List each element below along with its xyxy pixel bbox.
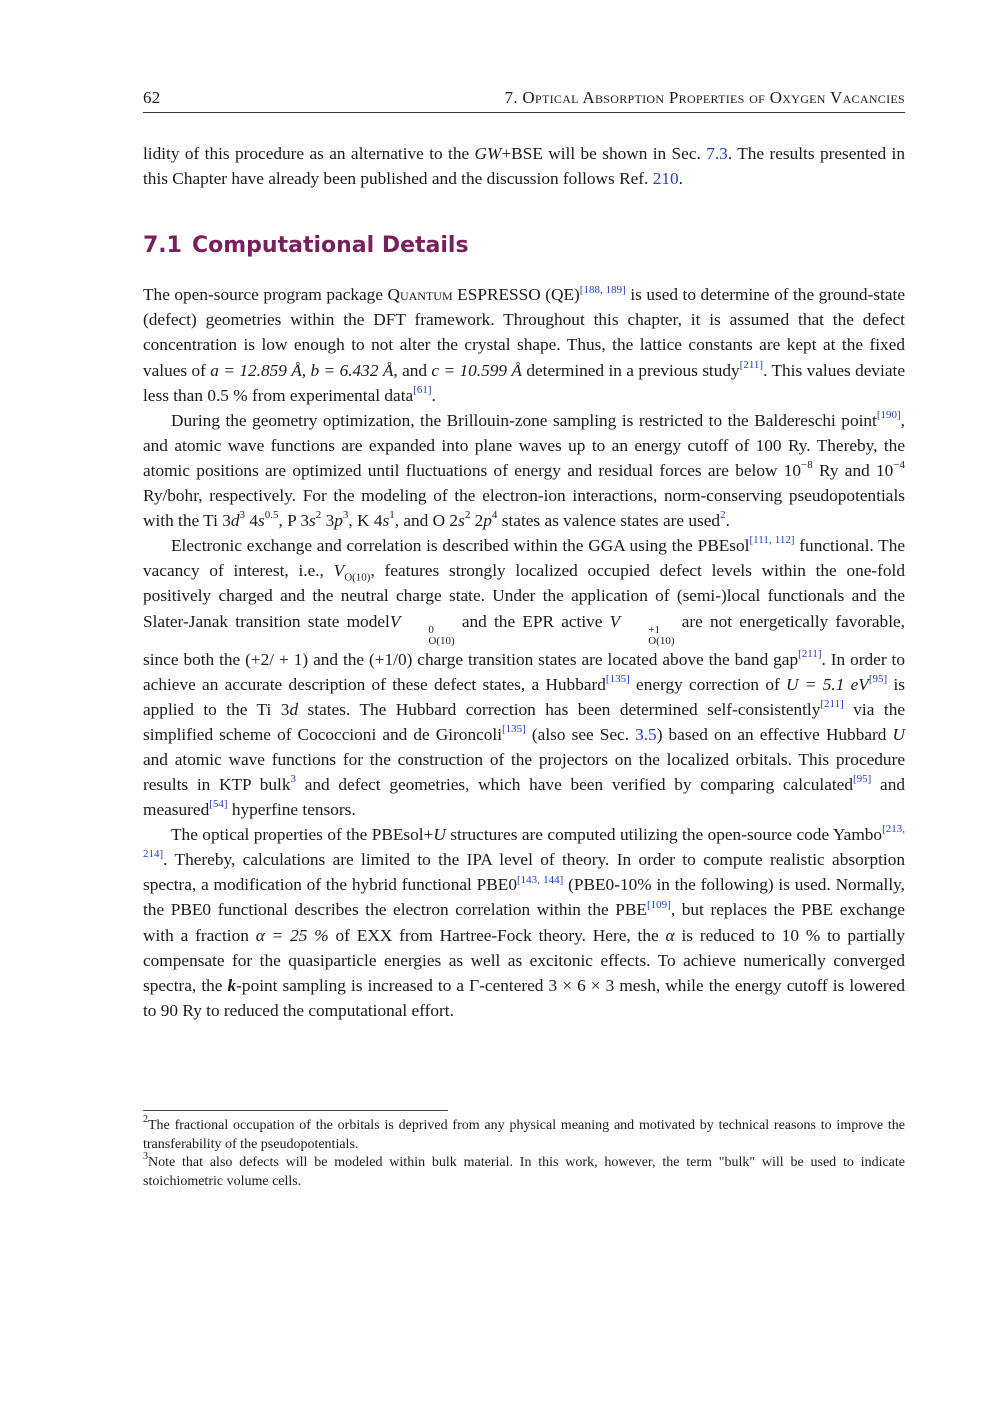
exponent: 3 — [342, 509, 349, 522]
text: of EXX from Hartree-Fock theory. Here, the — [328, 925, 666, 945]
subscript: O(10) — [344, 571, 371, 584]
gw-term: GW — [474, 144, 502, 163]
section-heading — [143, 233, 905, 258]
text: via the simplified scheme of Cococcioni and de Gironcoli — [143, 699, 906, 744]
text: , and — [393, 360, 432, 380]
text: -point sampling is increased to a Γ-centered 3 × 6 × 3 mesh, while the energy cutoff is lowered to 90 Ry to reduced the computational effort. — [143, 975, 905, 1020]
chapter-title: 7. Optical Absorption Properties of Oxygen Vacancies — [504, 88, 905, 107]
citation-link[interactable]: [54] — [209, 798, 228, 811]
text: , P 3 — [278, 511, 310, 531]
body-text — [143, 141, 905, 1023]
text: Ry/bohr, respectively. For the modeling of the electron-ion interactions, norm-conserving pseudopotentials with the Ti 3 — [143, 486, 905, 531]
text: lidity of this procedure as an alternative to the — [143, 144, 475, 163]
citation-link[interactable]: [111, 112] — [749, 534, 795, 547]
text: (PBE0-10% in the following) is used. Normally, the PBE0 functional describes the electron correlation within the PBE — [143, 875, 905, 920]
paragraph-3 — [143, 533, 905, 822]
orbital-symbol: p — [334, 511, 343, 531]
text: hyperfine tensors. — [227, 800, 356, 820]
text: are not energetically favorable, since both the (+2/ + 1) and the (+1/0) charge transition states are located above the band gap — [143, 611, 905, 669]
text: . — [431, 385, 436, 405]
citation-link[interactable]: [190] — [876, 408, 901, 421]
footnote-2 — [143, 1114, 905, 1154]
sup-sub-stack — [400, 625, 454, 647]
orbital-symbol: s — [309, 511, 316, 531]
sup-sub-stack — [620, 625, 674, 647]
section-number: 7.1 — [143, 233, 182, 259]
orbital-symbol: s — [257, 511, 265, 531]
text: . — [678, 169, 683, 189]
orbital-symbol: s — [382, 511, 390, 531]
footnote-mark: 3 — [143, 1151, 148, 1163]
alpha-symbol: α — [665, 925, 675, 945]
citation-link[interactable]: [211] — [798, 647, 822, 660]
text: 3 — [321, 511, 335, 531]
section-link-7-3[interactable]: 7.3 — [706, 144, 728, 163]
orbital-symbol: p — [483, 511, 492, 531]
hubbard-u-value: U = 5.1 eV — [786, 674, 869, 694]
citation-link[interactable]: [61] — [413, 383, 432, 396]
intro-paragraph — [143, 141, 905, 191]
page-number: 62 — [143, 88, 161, 107]
vacancy-symbol: V — [333, 561, 345, 581]
orbital-symbol: s — [458, 511, 465, 531]
superscript: 0 — [428, 623, 434, 636]
exponent: −4 — [893, 459, 905, 472]
footnote-link-2[interactable]: 2 — [720, 509, 726, 522]
footnote-rule — [143, 1110, 448, 1111]
vacancy-symbol: V — [389, 611, 401, 631]
text: 2 — [470, 511, 484, 531]
exponent: 1 — [389, 509, 395, 522]
text: . The results presented in this Chapter have already been published and the discussion follows Ref. — [143, 144, 905, 189]
k-symbol: k — [227, 975, 237, 995]
text: is applied to the Ti 3 — [143, 674, 905, 719]
text: and defect geometries, which have been verified by comparing calculated — [295, 774, 853, 794]
subscript: O(10) — [648, 634, 675, 647]
text: , and atomic wave functions are expanded into plane waves up to an energy cutoff of 100 Ry. Thereby, the atomic positions are optimized until fluctuations of energy and residual forces are below 10 — [143, 410, 905, 480]
reference-link-210[interactable]: 210 — [652, 169, 679, 189]
citation-link[interactable]: [143, 144] — [516, 873, 564, 886]
text: Electronic exchange and correlation is described within the GGA using the PBEsol — [171, 536, 750, 556]
hubbard-u-symbol: U — [433, 825, 446, 845]
text: is used to determine of the ground-state (defect) geometries within the DFT framework. Throughout this chapter, it is assumed that the defect concentration is low enough to not alter the crystal shape. Thus, the lattice constants are kept at the fixed values of — [143, 285, 905, 380]
citation-link[interactable]: [135] — [502, 723, 526, 736]
text: , K 4 — [348, 511, 383, 531]
text: states. The Hubbard correction has been determined self-consistently — [298, 699, 821, 719]
exponent: −8 — [801, 459, 813, 472]
text: +BSE will be shown in Sec. — [501, 144, 707, 163]
exponent: 2 — [464, 509, 471, 522]
section-title: Computational Details — [191, 233, 469, 259]
lattice-c: c = 10.599 Å — [431, 360, 522, 380]
text: The optical properties of the PBEsol+ — [171, 825, 434, 845]
text: The open-source program package — [143, 285, 388, 305]
page — [143, 88, 905, 1023]
paragraph-2 — [143, 408, 905, 533]
orbital-symbol: d — [289, 699, 299, 719]
text: ) based on an effective Hubbard — [656, 724, 893, 744]
vacancy-symbol: V — [609, 611, 621, 631]
text: . — [725, 511, 730, 531]
text: . In order to achieve an accurate description of these defect states, a Hubbard — [143, 649, 905, 694]
exponent: 3 — [239, 509, 246, 522]
alpha-value: α = 25 % — [255, 925, 329, 945]
exponent: 0.5 — [264, 509, 279, 522]
text: states as valence states are used — [497, 511, 721, 531]
footnote-mark: 2 — [143, 1114, 148, 1126]
paragraph-4 — [143, 822, 905, 1023]
text: , and O 2 — [394, 511, 459, 531]
subscript: O(10) — [428, 634, 455, 647]
footnote-link-3[interactable]: 3 — [290, 773, 296, 786]
text: is reduced to 10 % to partially compensate for the quasiparticle energies as well as excitonic effects. To achieve numerically converged spectra, the — [143, 925, 905, 995]
orbital-symbol: d — [230, 511, 240, 531]
citation-link[interactable]: [188, 189] — [579, 283, 626, 296]
text: During the geometry optimization, the Brillouin-zone sampling is restricted to the Baldereschi point — [171, 410, 877, 430]
lattice-b: b = 6.432 Å — [310, 360, 394, 380]
superscript: +1 — [648, 623, 660, 636]
text: . Thereby, calculations are limited to the IPA level of theory. In order to compute realistic absorption spectra, a modification of the hybrid functional PBE0 — [143, 850, 905, 895]
citation-link[interactable]: [95] — [852, 773, 872, 786]
running-header — [143, 88, 905, 113]
exponent: 4 — [491, 509, 498, 522]
citation-link[interactable]: [135] — [605, 672, 630, 685]
citation-link[interactable]: [109] — [646, 898, 671, 911]
text: (also see Sec. — [525, 724, 636, 744]
section-link-3-5[interactable]: 3.5 — [635, 724, 657, 744]
footnote-text: The fractional occupation of the orbitals is deprived from any physical meaning and motivated by technical reasons to improve the transferability of the pseudopotentials. — [143, 1118, 905, 1152]
footnote-text: Note that also defects will be modeled within bulk material. In this work, however, the term "bulk" will be used to indicate stoichiometric volume cells. — [143, 1155, 905, 1189]
text: ESPRESSO (QE) — [452, 285, 580, 305]
text: , but replaces the PBE exchange with a fraction — [143, 900, 905, 945]
quantum-name: Quantum — [387, 285, 453, 305]
text: 4 — [245, 511, 258, 531]
citation-link[interactable]: [95] — [868, 672, 888, 685]
citation-link[interactable]: [211] — [820, 697, 844, 710]
text: functional. The vacancy of interest, i.e., — [143, 536, 906, 581]
text: structures are computed utilizing the open-source code Yambo — [445, 825, 883, 845]
footnotes — [143, 1110, 905, 1191]
citation-link[interactable]: [213, 214] — [143, 823, 905, 861]
exponent: 2 — [315, 509, 322, 522]
hubbard-u-symbol: U — [892, 724, 905, 744]
text: and atomic wave functions for the construction of the projectors on the localized orbitals. This procedure results in KTP bulk — [143, 749, 905, 794]
text: and the EPR active — [454, 611, 610, 631]
text: , features strongly localized occupied defect levels within the one-fold positively charged and the neutral charge state. Under the application of (semi-)local functionals and the Slater-Janak transition state model — [143, 561, 905, 631]
citation-link[interactable]: [211] — [739, 358, 764, 371]
text: Ry and 10 — [812, 460, 894, 480]
paragraph-1 — [143, 282, 905, 407]
lattice-a: a = 12.859 Å, — [210, 360, 311, 380]
text: and measured — [143, 774, 905, 820]
text: determined in a previous study — [521, 360, 740, 380]
footnote-3 — [143, 1151, 905, 1191]
text: . This values deviate less than 0.5 % from experimental data — [143, 360, 905, 405]
text: energy correction of — [629, 674, 787, 694]
